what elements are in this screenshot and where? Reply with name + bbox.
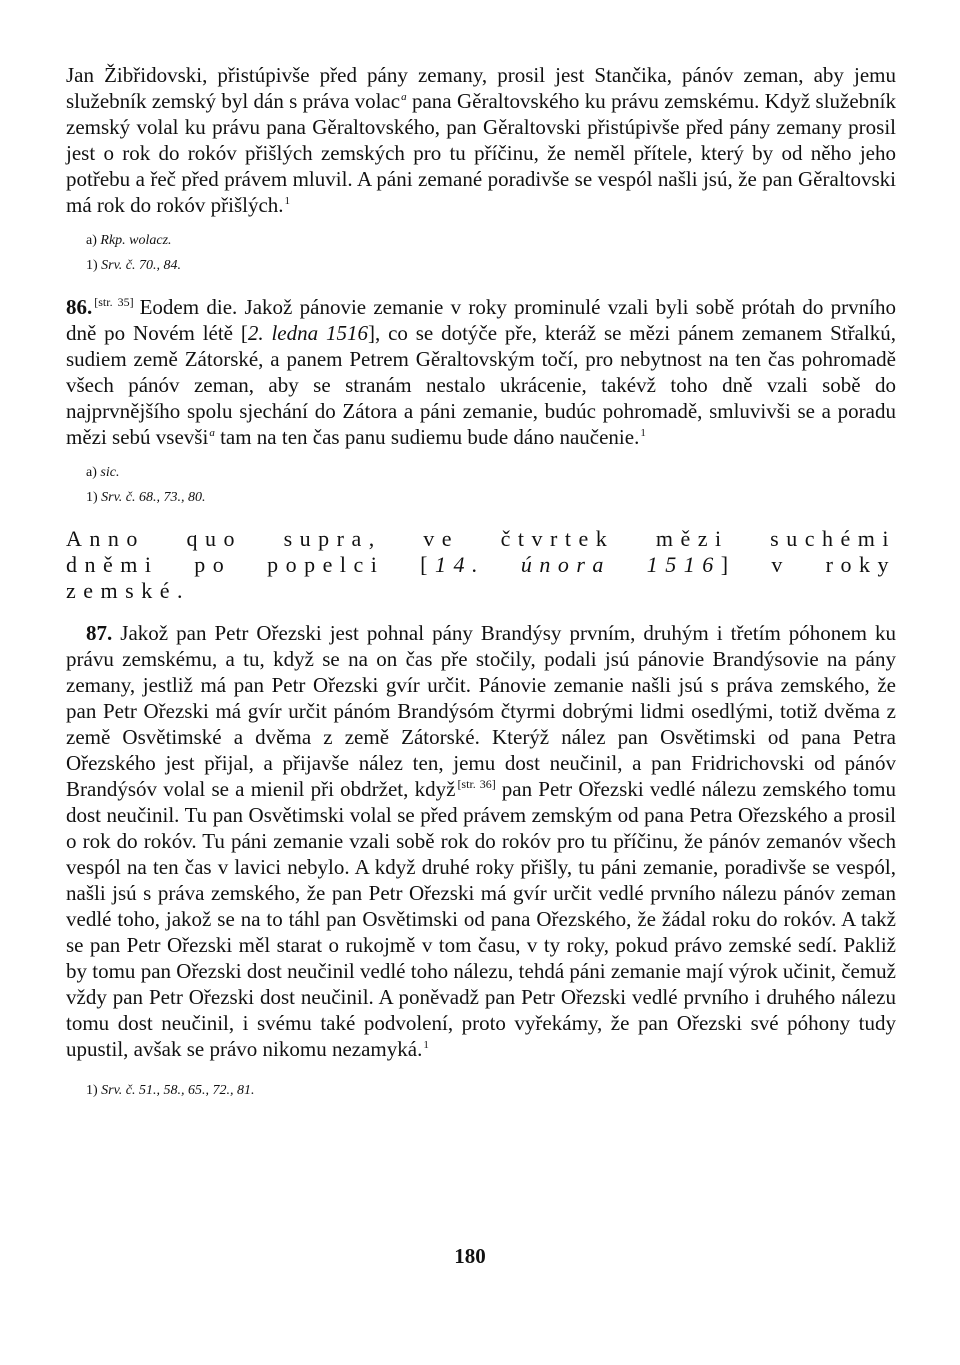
section-number: 87. [86, 621, 113, 645]
section-text: pan Petr Ořezski vedlé nálezu zemského tomu dost neučinil. Tu pan Osvětimski volal se před právem zemským od pana Petra Ořezského a prosil o rok do rokóv. Tu páni zemanie vzali sobě rok do rokóv pro tu příčinu, že pánóv zemanóv všech vespól na ten čas v lavici nebylo. A když druhé roky přišly, tu páni zemanie, poradivše se vespól, našli jsú s práva zemského, že pan Petr Ořezski má gvír určit vedlé prvního nálezu pánóv zeman vedlé toho, jakož se na to táhl pan Osvětimski od pana Ořezského, že žádal roku do rokóv. A takž se pan Petr Ořezski měl starat o rukojmě v tom času, v ty roky, pokud právo zemské sedí. Pakliž by tomu pan Ořezski dost neučinil vedlé toho nálezu, tehdá páni zemanie mají výrok učinit, čemuž vždy pan Petr Ořezski dost neučinil. A poněvadž pan Petr Ořezski vedlé prvního i druhého nálezu tomu dost neučinil, i svému také podvolení, proto vyřekámy, že pan Ořezski své póhony tudy upustil, avšak se právo nikomu nezamyká. [66, 777, 896, 1061]
footnote-ref: 1 [284, 195, 291, 207]
intro-text: Jan Žibřidovski, přistúpivše před pány zemany, prosil jest Stančika, pánóv zeman, aby jemu služebník zemský byl dán s práva volac [66, 63, 896, 113]
page-number: 180 [454, 1244, 486, 1268]
footnote-text: Rkp. wolacz. [100, 233, 172, 248]
section-text: Jakož pan Petr Ořezski jest pohnal pány Brandýsy prvním, druhým i třetím póhonem ku právu zemskému, a tu, když se na on čas pře stočily, podali jsú pánovie Brandýsovie na pány zemany, jestliž má pan Petr Ořezski gvír určit. Pánovie zemanie našli jsú s práva zemského, že pan Petr Ořezski má gvír určit pánóm Brandýsóm čtyrmi dobrými lidmi osedlými, totiž dvěma z země Osvětimské a dvěma z země Zátorské. Kterýž nález pan Osvětimski od pana Petra Ořezského jest přijal, a přijavše nález ten, jemu dost neučinil, a pan Fridrichovski od pánóv Brandýsóv volal se a mienil při obdržet, když [66, 621, 896, 801]
intro-text-rest: pana Gěraltovského ku právu zemskému. Když služebník zemský volal ku právu pana Gěraltovského, pan Gěraltovski přistúpivše před pány zemany prosil jest o rok do rokóv přišlých zemských pro tu příčinu, že neměl přítele, který by od něho jeho potřebu a řeč před právem mluvil. A páni zemané poradivše se vespól našli jsú, že pan Gěraltovski má rok do rokóv přišlých. [66, 89, 896, 217]
date-annotation: 14. února 1516 [435, 552, 721, 577]
intro-paragraph [66, 62, 896, 218]
marginal-page-ref: [str. 36] [457, 777, 496, 791]
footnote-mark: a) [86, 233, 97, 248]
footnote [86, 460, 896, 485]
footnote-mark: 1) [86, 1083, 98, 1098]
footnote [86, 228, 896, 253]
marginal-page-ref: [str. 35] [94, 295, 134, 309]
footnote [86, 485, 896, 510]
footnote [86, 1078, 896, 1103]
section-text: ], co se dotýče pře, kteráž se mězi pánem zemanem Střalkú, sudiem země Zátorské, a panem Petrem Gěraltovským točí, pro nebytnost na ten čas pohromadě všech pánóv zeman, aby se stranám nestalo ukrácenie, takévž toho dně vzali sobě do najprvnějšího spolu sjechání do Zátora a páni zemanie, budúc pohromadě, smluvivši se a poradu mězi sebú vsevši [66, 321, 897, 449]
note-mark: a [209, 427, 215, 439]
footnote-text: sic. [100, 465, 120, 480]
footnote-text: Srv. č. 70., 84. [101, 258, 182, 273]
footnote-mark: 1) [86, 258, 98, 273]
heading-text: ] v roky zemské. [66, 552, 897, 603]
section-text: Eodem die. Jakož pánovie zemanie v roky prominulé vzali byli sobě prótah do prvního dně po Novém létě [ [66, 295, 896, 345]
footnote-text: Srv. č. 51., 58., 65., 72., 81. [101, 1083, 255, 1098]
section-87 [66, 620, 896, 1062]
footnote-mark: a) [86, 465, 97, 480]
footnote-ref: 1 [423, 1039, 429, 1051]
date-annotation: 2. ledna 1516 [247, 321, 368, 345]
note-mark: a [401, 91, 407, 103]
section-number: 86. [66, 295, 93, 319]
session-heading [66, 526, 896, 604]
document-page [66, 62, 896, 1103]
footnote-text: Srv. č. 68., 73., 80. [101, 490, 206, 505]
heading-text: Anno quo supra, ve čtvrtek mězi suchémi dněmi po popelci [ [66, 526, 896, 577]
footnote-mark: 1) [86, 490, 98, 505]
section-86 [66, 294, 896, 450]
footnote [86, 253, 896, 278]
footnote-ref: 1 [640, 427, 646, 439]
section-text: tam na ten čas panu sudiemu bude dáno naučenie. [214, 425, 640, 449]
